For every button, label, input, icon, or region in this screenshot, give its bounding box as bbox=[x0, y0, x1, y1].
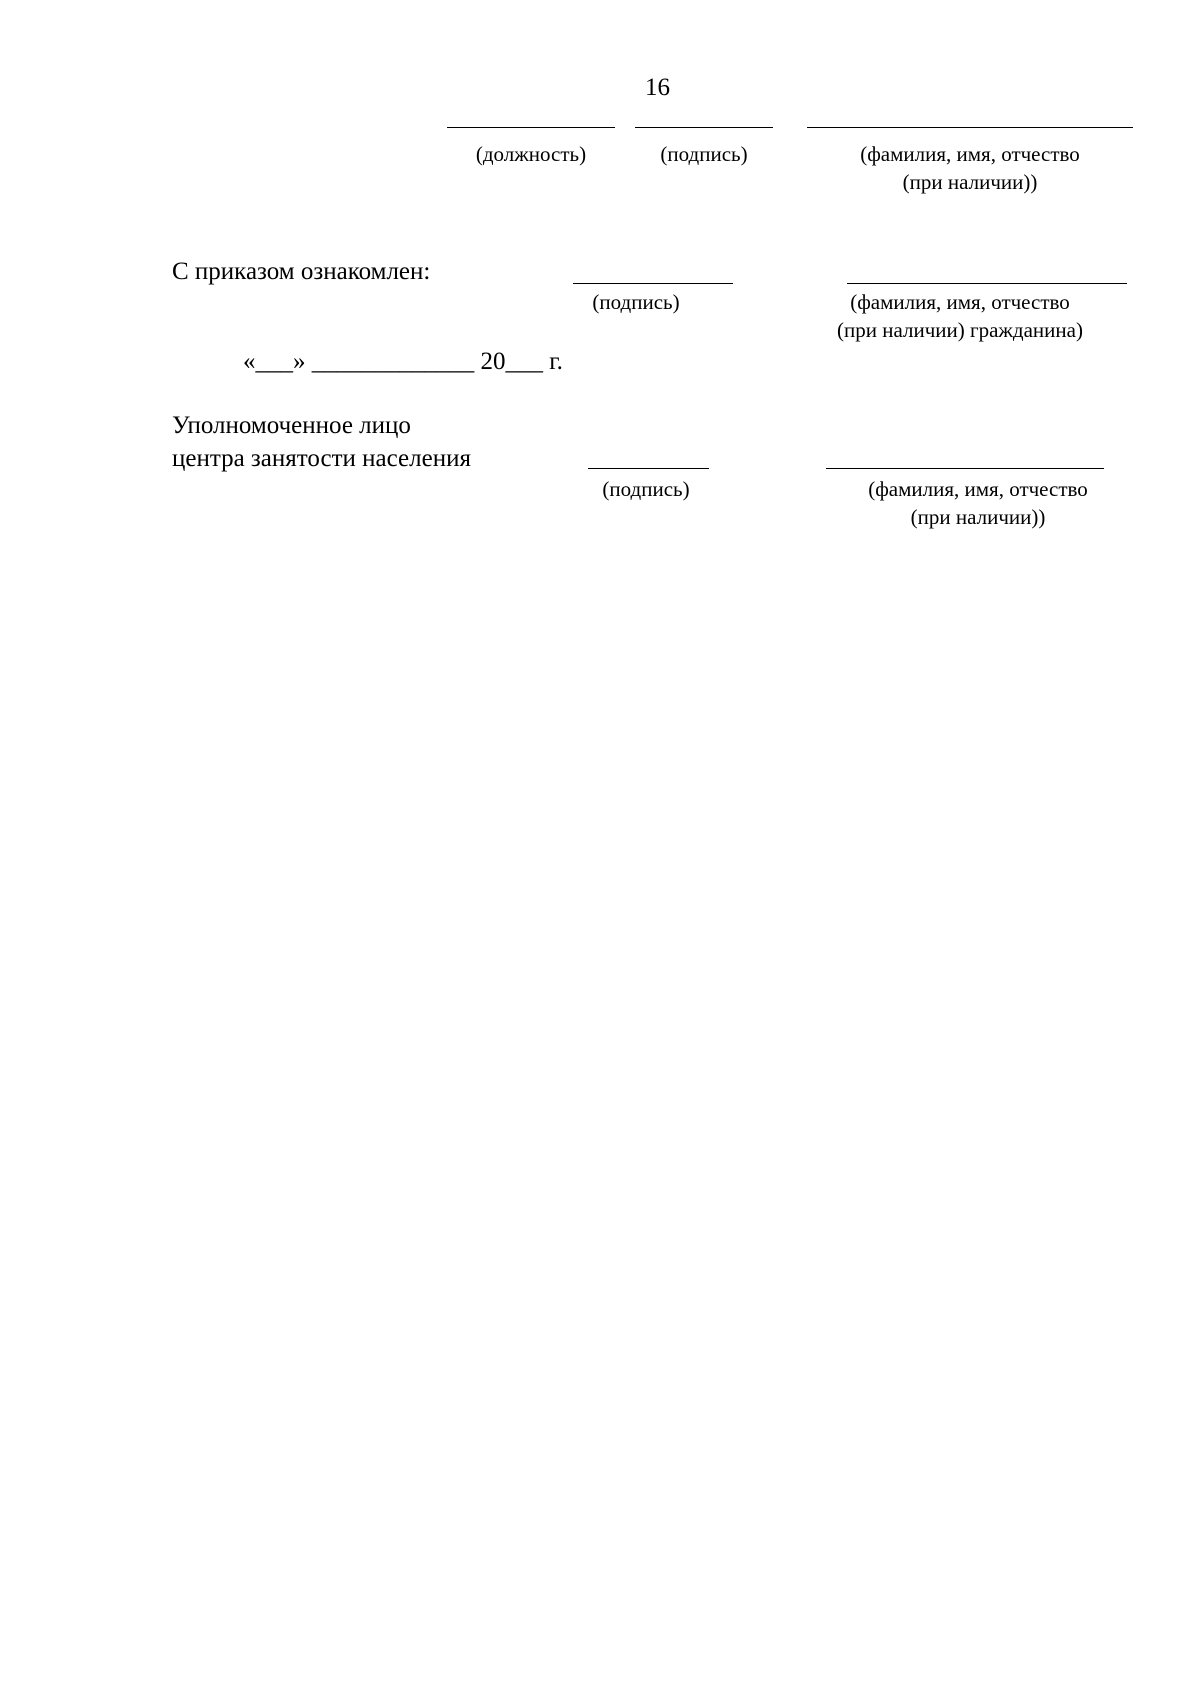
authorized-label: Уполномоченное лицо bbox=[172, 412, 411, 439]
fullname-caption: (фамилия, имя, отчество bbox=[860, 142, 1080, 166]
page-number: 16 bbox=[645, 74, 670, 101]
authorized-signature-caption: (подпись) bbox=[602, 477, 690, 501]
acquainted-signature-line bbox=[573, 283, 733, 284]
position-line bbox=[447, 127, 615, 128]
signature-line bbox=[635, 127, 773, 128]
fullname-line bbox=[807, 127, 1133, 128]
authorized-label-org: центра занятости населения bbox=[172, 445, 471, 472]
acquainted-signature-caption: (подпись) bbox=[592, 290, 680, 314]
authorized-fullname-caption: (фамилия, имя, отчество bbox=[868, 477, 1088, 501]
fullname-caption-note: (при наличии)) bbox=[902, 170, 1038, 194]
authorized-signature-line bbox=[588, 468, 709, 469]
authorized-fullname-line bbox=[826, 468, 1104, 469]
acquainted-label: С приказом ознакомлен: bbox=[172, 258, 431, 285]
signature-caption: (подпись) bbox=[660, 142, 748, 166]
acquainted-fullname-caption-note: (при наличии) гражданина) bbox=[837, 318, 1083, 342]
acquainted-fullname-caption: (фамилия, имя, отчество bbox=[850, 290, 1070, 314]
date-line: «___» _____________ 20___ г. bbox=[243, 348, 563, 375]
position-caption: (должность) bbox=[475, 142, 587, 166]
authorized-fullname-caption-note: (при наличии)) bbox=[910, 505, 1046, 529]
acquainted-fullname-line bbox=[847, 283, 1127, 284]
